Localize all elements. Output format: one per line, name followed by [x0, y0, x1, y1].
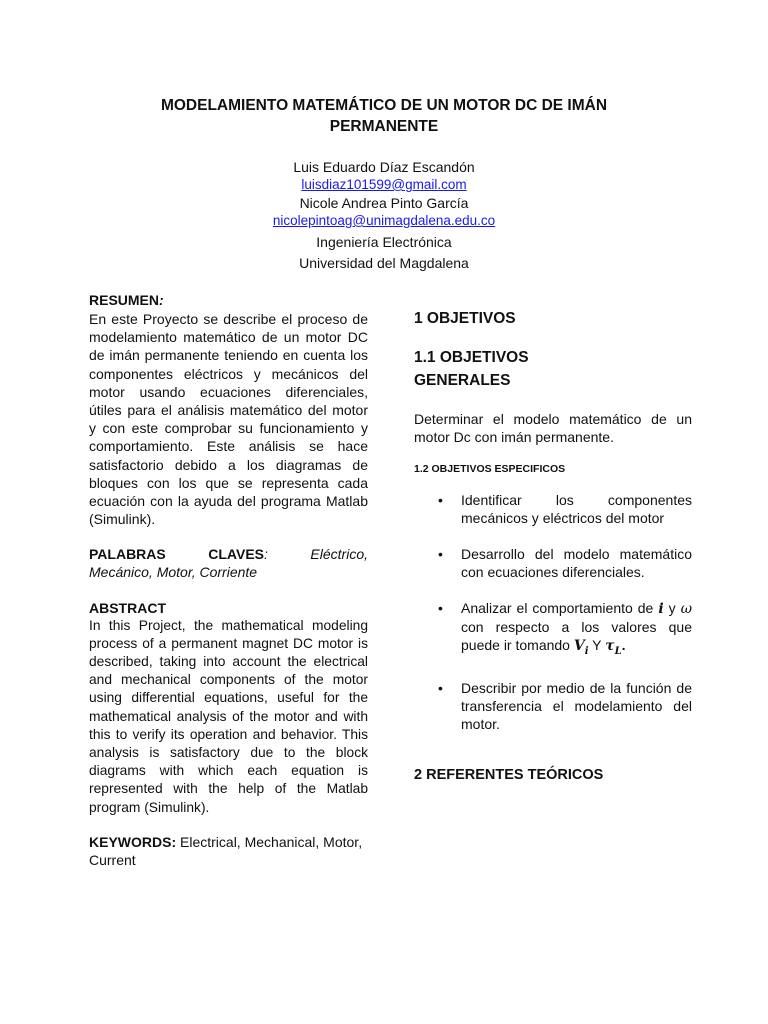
list-item-text: Describir por medio de la función de transferencia el modelamiento del motor.: [461, 680, 692, 733]
voltage-symbol: V: [573, 638, 585, 655]
department: Ingeniería Electrónica: [316, 234, 452, 250]
item3-period: .: [621, 637, 626, 654]
resumen-heading-text: RESUMEN: [89, 292, 160, 308]
list-item: [414, 545, 692, 581]
section-1-1-heading: [414, 346, 692, 392]
bullet-icon: •: [438, 546, 443, 563]
author-1-email-link[interactable]: luisdiaz101599@gmail.com: [301, 177, 467, 192]
bullet-icon: •: [438, 492, 443, 509]
title-line-1: MODELAMIENTO MATEMÁTICO DE UN MOTOR DC DE IMÁN: [160, 97, 608, 114]
resumen-heading: [89, 291, 368, 309]
abstract-text: In this Project, the mathematical modeling process of a permanent magnet DC motor is described, taking into account the electrical and mechanical components of the motor using differential equations, useful for the mathematical analysis of the motor and with this to verify its operation and behavior. This analysis is satisfactory due to the block diagrams with which each equation is represented with the help of the Matlab program (Simulink).: [89, 617, 368, 815]
list-item: [414, 491, 692, 527]
palabras-first-keyword: Eléctrico,: [310, 546, 368, 563]
item3-text-b: y: [663, 600, 681, 617]
section-1-1-heading-line1: 1.1 OBJETIVOS: [414, 349, 529, 366]
list-item-text: [461, 600, 692, 658]
item3-text-a: Analizar el comportamiento de: [461, 600, 659, 617]
author-1-name: Luis Eduardo Díaz Escandón: [293, 159, 475, 175]
item3-text-d: Y: [588, 637, 606, 654]
keywords-text: Electrical, Mechanical, Motor, Current: [89, 833, 363, 869]
resumen-text: En este Proyecto se describe el proceso de modelamiento matemático de un motor DC de imán permanente teniendo en cuenta los componentes eléctricos y mecánicos del motor usando ecuaciones diferenciales, útiles para el análisis matemático del motor y con este comprobar su funcionamiento y comportamiento. Este análisis se hace satisfactorio debido a los diagramas de bloques con los que se representa cada ecuación con la ayuda del programa Matlab (Simulink).: [89, 311, 368, 528]
bullet-icon: •: [438, 680, 443, 697]
keywords-label: KEYWORDS:: [89, 833, 177, 850]
tau-subscript: L: [614, 646, 622, 658]
left-column: [89, 291, 368, 869]
section-1-heading: 1 OBJETIVOS: [414, 310, 516, 327]
author-block: [190, 158, 578, 272]
abstract-heading: ABSTRACT: [89, 599, 166, 616]
item3-text-c: con respecto a los valores que puede ir tomando: [461, 619, 692, 654]
right-column: [414, 308, 692, 784]
university: Universidad del Magdalena: [299, 255, 469, 271]
claves-label: CLAVES: [208, 546, 265, 563]
list-item-text: Identificar los componentes mecánicos y eléctricos del motor: [461, 492, 692, 527]
title-line-2: PERMANENTE: [329, 118, 439, 135]
general-objective-text: Determinar el modelo matemático de un motor Dc con imán permanente.: [414, 411, 692, 446]
palabras-label: PALABRAS: [89, 546, 166, 563]
author-2-email-link[interactable]: nicolepintoag@unimagdalena.edu.co: [272, 213, 496, 228]
palabras-claves-rest: Mecánico, Motor, Corriente: [89, 564, 258, 581]
section-2-heading: 2 REFERENTES TEÓRICOS: [414, 767, 604, 784]
bullet-icon: •: [438, 600, 443, 617]
section-1-2-heading: 1.2 OBJETIVOS ESPECIFICOS: [414, 463, 566, 476]
list-item: [414, 599, 692, 661]
list-item-text: Desarrollo del modelo matemático con ecuaciones diferenciales.: [461, 546, 692, 581]
current-symbol: i: [658, 601, 664, 618]
claves-label-group: [208, 545, 268, 563]
voltage-subscript: i: [584, 646, 589, 658]
tau-symbol: τ: [605, 638, 615, 655]
section-1-1-heading-line2: GENERALES: [414, 372, 511, 389]
keywords-paragraph: [89, 833, 368, 869]
resumen-heading-colon: :: [159, 292, 164, 308]
list-item: [414, 679, 692, 733]
specific-objectives-list: [414, 491, 692, 733]
author-2-name: Nicole Andrea Pinto García: [299, 195, 469, 211]
omega-symbol: ω: [680, 601, 692, 618]
palabras-claves-line: [89, 545, 368, 563]
paper-title: [120, 95, 648, 137]
claves-colon: :: [264, 546, 268, 563]
